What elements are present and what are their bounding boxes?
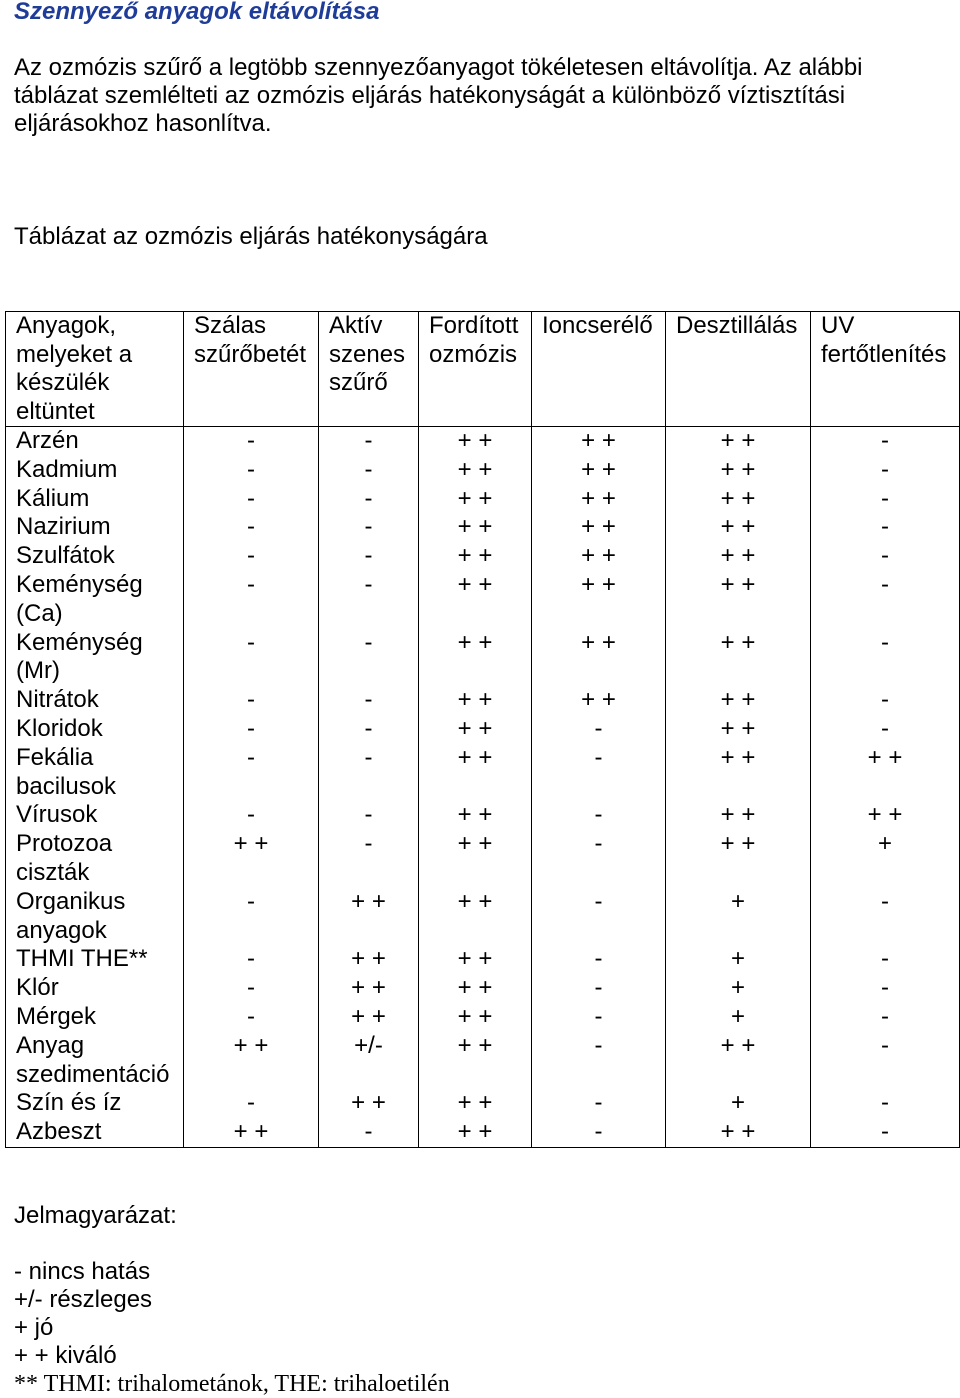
rating-activated-carbon-filter: - [319, 830, 419, 888]
rating-uv-disinfection: - [811, 1003, 960, 1032]
rating-fiber-filter: - [184, 542, 319, 571]
column-header-activated-carbon-filter: Aktív szenes szűrő [319, 312, 419, 427]
rating-activated-carbon-filter: - [319, 571, 419, 629]
rating-activated-carbon-filter: - [319, 801, 419, 830]
substance-cell: THMI THE** [6, 945, 184, 974]
rating-ion-exchanger: - [532, 830, 666, 888]
effectiveness-table [5, 311, 960, 1148]
rating-distillation: + [666, 888, 811, 946]
table-row [6, 571, 960, 629]
rating-activated-carbon-filter: + + [319, 974, 419, 1003]
substance-cell: Arzén [6, 427, 184, 456]
table-row [6, 715, 960, 744]
table-row [6, 1089, 960, 1118]
rating-distillation: + [666, 974, 811, 1003]
rating-activated-carbon-filter: - [319, 456, 419, 485]
rating-fiber-filter: - [184, 744, 319, 802]
legend [14, 1202, 450, 1398]
rating-activated-carbon-filter: - [319, 629, 419, 687]
rating-distillation: + + [666, 629, 811, 687]
table-row [6, 744, 960, 802]
rating-reverse-osmosis: + + [419, 686, 532, 715]
rating-uv-disinfection: - [811, 427, 960, 456]
rating-uv-disinfection: + [811, 830, 960, 888]
rating-reverse-osmosis: + + [419, 485, 532, 514]
substance-cell: Keménység (Ca) [6, 571, 184, 629]
rating-reverse-osmosis: + + [419, 830, 532, 888]
rating-ion-exchanger: + + [532, 571, 666, 629]
table-row [6, 1118, 960, 1147]
table-row [6, 1032, 960, 1090]
legend-item: + + kiváló [14, 1342, 117, 1369]
substance-cell: Fekália bacilusok [6, 744, 184, 802]
rating-uv-disinfection: - [811, 974, 960, 1003]
rating-uv-disinfection: - [811, 513, 960, 542]
rating-fiber-filter: - [184, 1003, 319, 1032]
rating-uv-disinfection: - [811, 542, 960, 571]
substance-cell: Kadmium [6, 456, 184, 485]
column-header-reverse-osmosis: Fordított ozmózis [419, 312, 532, 427]
rating-ion-exchanger: - [532, 1032, 666, 1090]
rating-fiber-filter: - [184, 888, 319, 946]
rating-ion-exchanger: + + [532, 485, 666, 514]
rating-ion-exchanger: + + [532, 513, 666, 542]
rating-activated-carbon-filter: + + [319, 945, 419, 974]
table-row [6, 456, 960, 485]
rating-activated-carbon-filter: +/- [319, 1032, 419, 1090]
substance-cell: Protozoa ciszták [6, 830, 184, 888]
rating-fiber-filter: - [184, 513, 319, 542]
substance-cell: Keménység (Mr) [6, 629, 184, 687]
rating-reverse-osmosis: + + [419, 571, 532, 629]
rating-distillation: + + [666, 456, 811, 485]
rating-reverse-osmosis: + + [419, 629, 532, 687]
substance-cell: Nazirium [6, 513, 184, 542]
rating-ion-exchanger: + + [532, 427, 666, 456]
substance-cell: Anyag szedimentáció [6, 1032, 184, 1090]
rating-reverse-osmosis: + + [419, 1118, 532, 1147]
rating-distillation: + + [666, 1118, 811, 1147]
substance-cell: Szín és íz [6, 1089, 184, 1118]
rating-activated-carbon-filter: + + [319, 888, 419, 946]
rating-reverse-osmosis: + + [419, 456, 532, 485]
substance-cell: Szulfátok [6, 542, 184, 571]
rating-activated-carbon-filter: - [319, 485, 419, 514]
rating-uv-disinfection: - [811, 715, 960, 744]
rating-uv-disinfection: - [811, 629, 960, 687]
column-header-distillation: Desztillálás [666, 312, 811, 427]
rating-reverse-osmosis: + + [419, 542, 532, 571]
substance-cell: Organikus anyagok [6, 888, 184, 946]
rating-fiber-filter: - [184, 715, 319, 744]
table-row [6, 801, 960, 830]
rating-uv-disinfection: + + [811, 744, 960, 802]
rating-distillation: + + [666, 801, 811, 830]
rating-fiber-filter: - [184, 456, 319, 485]
rating-fiber-filter: - [184, 686, 319, 715]
table-row [6, 888, 960, 946]
column-header-uv-disinfection: UV fertőtlenítés [811, 312, 960, 427]
page-heading: Szennyező anyagok eltávolítása [14, 0, 380, 25]
table-row [6, 542, 960, 571]
rating-ion-exchanger: + + [532, 456, 666, 485]
rating-reverse-osmosis: + + [419, 1003, 532, 1032]
substance-cell: Vírusok [6, 801, 184, 830]
table-row [6, 974, 960, 1003]
rating-ion-exchanger: + + [532, 629, 666, 687]
rating-fiber-filter: + + [184, 1118, 319, 1147]
substance-cell: Kloridok [6, 715, 184, 744]
rating-distillation: + + [666, 686, 811, 715]
rating-reverse-osmosis: + + [419, 715, 532, 744]
rating-ion-exchanger: - [532, 801, 666, 830]
table-body [6, 427, 960, 1148]
rating-uv-disinfection: - [811, 1089, 960, 1118]
rating-distillation: + + [666, 744, 811, 802]
rating-reverse-osmosis: + + [419, 427, 532, 456]
rating-reverse-osmosis: + + [419, 945, 532, 974]
rating-fiber-filter: - [184, 1089, 319, 1118]
rating-fiber-filter: - [184, 427, 319, 456]
rating-fiber-filter: + + [184, 1032, 319, 1090]
legend-item: +/- részleges [14, 1286, 153, 1313]
rating-distillation: + + [666, 1032, 811, 1090]
rating-distillation: + [666, 945, 811, 974]
rating-reverse-osmosis: + + [419, 513, 532, 542]
substance-cell: Azbeszt [6, 1118, 184, 1147]
rating-distillation: + + [666, 427, 811, 456]
rating-distillation: + + [666, 485, 811, 514]
rating-activated-carbon-filter: - [319, 744, 419, 802]
rating-uv-disinfection: - [811, 945, 960, 974]
rating-reverse-osmosis: + + [419, 974, 532, 1003]
rating-fiber-filter: - [184, 974, 319, 1003]
table-row [6, 513, 960, 542]
rating-distillation: + + [666, 830, 811, 888]
table-header-row [6, 312, 960, 427]
intro-paragraph: Az ozmózis szűrő a legtöbb szennyezőanyagot tökéletesen eltávolítja. Az alábbi táblázat szemlélteti az ozmózis eljárás hatékonyságát a különböző víztisztítási eljárásokhoz hasonlítva. [14, 54, 863, 137]
rating-uv-disinfection: + + [811, 801, 960, 830]
rating-reverse-osmosis: + + [419, 888, 532, 946]
rating-uv-disinfection: - [811, 1118, 960, 1147]
rating-distillation: + [666, 1089, 811, 1118]
rating-activated-carbon-filter: - [319, 427, 419, 456]
rating-activated-carbon-filter: + + [319, 1003, 419, 1032]
rating-activated-carbon-filter: - [319, 513, 419, 542]
rating-activated-carbon-filter: + + [319, 1089, 419, 1118]
rating-activated-carbon-filter: - [319, 715, 419, 744]
legend-item: + jó [14, 1314, 54, 1341]
rating-ion-exchanger: - [532, 888, 666, 946]
rating-uv-disinfection: - [811, 888, 960, 946]
rating-distillation: + + [666, 571, 811, 629]
rating-ion-exchanger: - [532, 1089, 666, 1118]
rating-ion-exchanger: + + [532, 686, 666, 715]
rating-uv-disinfection: - [811, 485, 960, 514]
rating-distillation: + + [666, 542, 811, 571]
rating-reverse-osmosis: + + [419, 801, 532, 830]
column-header-fiber-filter: Szálas szűrőbetét [184, 312, 319, 427]
table-row [6, 629, 960, 687]
rating-fiber-filter: - [184, 571, 319, 629]
table-row [6, 945, 960, 974]
rating-distillation: + + [666, 715, 811, 744]
legend-footnote: ** THMI: trihalometánok, THE: trihaloetilén [14, 1371, 450, 1397]
rating-reverse-osmosis: + + [419, 744, 532, 802]
rating-uv-disinfection: - [811, 571, 960, 629]
table-row [6, 686, 960, 715]
rating-reverse-osmosis: + + [419, 1089, 532, 1118]
rating-distillation: + [666, 1003, 811, 1032]
table-caption: Táblázat az ozmózis eljárás hatékonyságára [14, 223, 488, 250]
column-header-ion-exchanger: Ioncserélő [532, 312, 666, 427]
rating-fiber-filter: - [184, 629, 319, 687]
rating-fiber-filter: - [184, 801, 319, 830]
substance-cell: Mérgek [6, 1003, 184, 1032]
rating-activated-carbon-filter: - [319, 542, 419, 571]
rating-fiber-filter: - [184, 485, 319, 514]
table-row [6, 830, 960, 888]
rating-activated-carbon-filter: - [319, 686, 419, 715]
substance-cell: Nitrátok [6, 686, 184, 715]
column-header-substances: Anyagok, melyeket a készülék eltüntet [6, 312, 184, 427]
table-row [6, 1003, 960, 1032]
rating-ion-exchanger: - [532, 945, 666, 974]
rating-ion-exchanger: - [532, 715, 666, 744]
rating-ion-exchanger: - [532, 1003, 666, 1032]
substance-cell: Kálium [6, 485, 184, 514]
legend-title: Jelmagyarázat: [14, 1202, 177, 1229]
rating-activated-carbon-filter: - [319, 1118, 419, 1147]
legend-item: - nincs hatás [14, 1258, 151, 1285]
rating-reverse-osmosis: + + [419, 1032, 532, 1090]
rating-ion-exchanger: - [532, 974, 666, 1003]
rating-fiber-filter: - [184, 945, 319, 974]
rating-uv-disinfection: - [811, 1032, 960, 1090]
rating-uv-disinfection: - [811, 686, 960, 715]
rating-ion-exchanger: - [532, 1118, 666, 1147]
rating-fiber-filter: + + [184, 830, 319, 888]
rating-ion-exchanger: + + [532, 542, 666, 571]
table-row [6, 427, 960, 456]
rating-distillation: + + [666, 513, 811, 542]
table-row [6, 485, 960, 514]
rating-uv-disinfection: - [811, 456, 960, 485]
substance-cell: Klór [6, 974, 184, 1003]
rating-ion-exchanger: - [532, 744, 666, 802]
